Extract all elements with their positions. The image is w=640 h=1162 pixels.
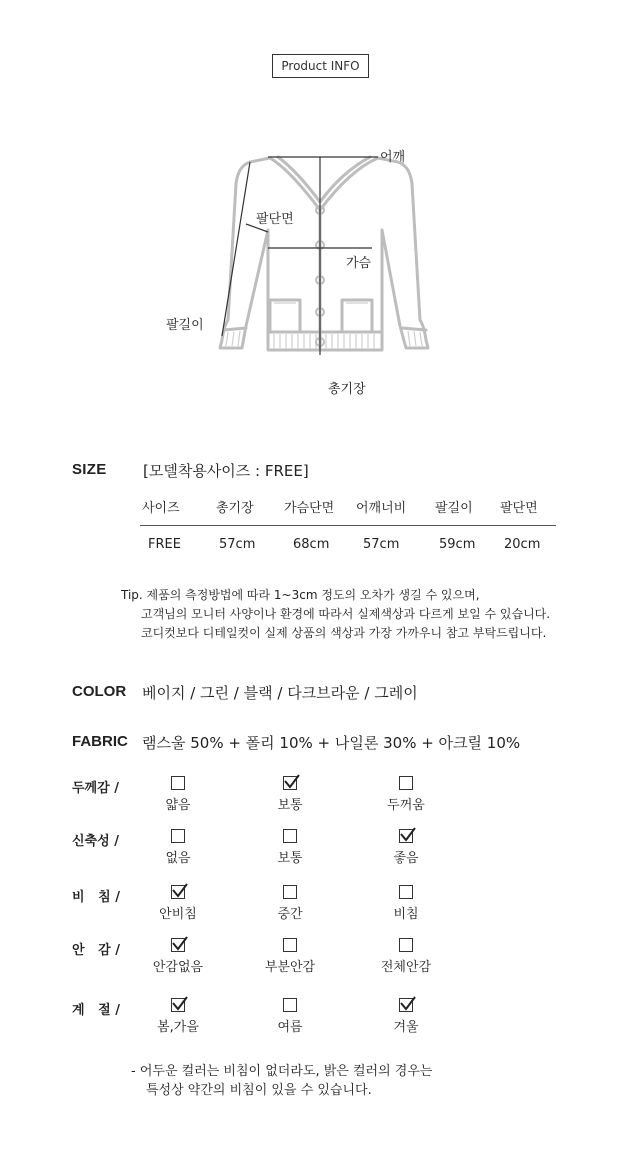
attribute-option [245,776,335,813]
attribute-label: 비 침 / [72,890,120,905]
option-label: 좋음 [393,851,419,866]
tip-line: 코디컷보다 디테일컷이 실제 상품의 색상과 가장 가까우니 참고 부탁드립니다. [141,626,547,640]
empty-checkbox-icon [171,829,185,843]
size-table-header [140,497,556,517]
empty-checkbox-icon [283,829,297,843]
transparency-note [131,1062,432,1100]
attribute-option [361,776,451,813]
total-length-label: 총기장 [328,382,366,397]
attribute-option [361,998,451,1035]
empty-checkbox-icon [399,885,413,899]
cardigan-illustration [150,140,450,400]
attribute-option [245,885,335,922]
attribute-option [361,829,451,866]
attribute-option [133,998,223,1035]
option-label: 전체안감 [380,960,432,975]
checked-checkbox-icon [171,938,185,952]
attribute-option [245,829,335,866]
table-row [140,537,556,557]
empty-checkbox-icon [283,938,297,952]
table-cell: 57cm [219,537,256,552]
option-label: 보통 [277,851,303,866]
checked-checkbox-icon [399,829,413,843]
tip-line: 고객님의 모니터 사양이나 환경에 따라서 실제색상과 다르게 보일 수 있습니다. [141,607,551,621]
empty-checkbox-icon [283,998,297,1012]
table-header-cell: 가슴단면 [284,501,335,516]
checked-checkbox-icon [399,998,413,1012]
color-value: 베이지 / 그린 / 블랙 / 다크브라운 / 그레이 [142,684,418,702]
attribute-option [133,776,223,813]
attribute-label: 안 감 / [72,943,120,958]
attribute-option [245,938,335,975]
attribute-label: 계 절 / [72,1003,120,1018]
attribute-option [361,938,451,975]
option-label: 보통 [277,798,303,813]
model-size: [모델착용사이즈 : FREE] [143,462,309,480]
table-header-cell: 팔길이 [435,501,473,516]
empty-checkbox-icon [283,885,297,899]
checked-checkbox-icon [171,885,185,899]
option-label: 여름 [277,1020,303,1035]
chest-label: 가슴 [346,256,372,271]
table-divider [140,525,556,526]
option-label: 없음 [165,851,191,866]
attribute-option [133,938,223,975]
empty-checkbox-icon [399,776,413,790]
option-label: 얇음 [165,798,191,813]
option-label: 겨울 [393,1020,419,1035]
sleeve-hem-label: 팔단면 [256,212,294,227]
checked-checkbox-icon [283,776,297,790]
tip-line: Tip. 제품의 측정방법에 따라 1~3cm 정도의 오차가 생길 수 있으며, [121,588,480,602]
size-section-title: SIZE [72,461,107,478]
table-header-cell: 팔단면 [500,501,538,516]
option-label: 비침 [393,907,419,922]
measurement-tip [121,586,550,643]
measurement-diagram [150,140,450,400]
table-cell: 68cm [293,537,330,552]
option-label: 안감없음 [152,960,204,975]
sleeve-length-label: 팔길이 [166,318,204,333]
empty-checkbox-icon [399,938,413,952]
table-cell: 20cm [504,537,541,552]
table-header-cell: 총기장 [216,501,254,516]
table-cell: 59cm [439,537,476,552]
product-info-title: Product INFO [272,54,369,78]
option-label: 봄,가을 [157,1020,199,1035]
empty-checkbox-icon [171,776,185,790]
attribute-label: 신축성 / [72,834,119,849]
attribute-option [245,998,335,1035]
color-title: COLOR [72,683,127,700]
attribute-option [133,829,223,866]
checked-checkbox-icon [171,998,185,1012]
table-cell: 57cm [363,537,400,552]
table-header-cell: 사이즈 [142,501,180,516]
fabric-value: 램스울 50% + 폴리 10% + 나일론 30% + 아크릴 10% [142,734,521,752]
option-label: 부분안감 [264,960,316,975]
shoulder-label: 어깨 [380,150,406,165]
attribute-option [361,885,451,922]
note-line: 특성상 약간의 비침이 있을 수 있습니다. [146,1083,372,1098]
table-header-cell: 어깨너비 [356,501,407,516]
note-line: - 어두운 컬러는 비침이 없더라도, 밝은 컬러의 경우는 [131,1064,433,1079]
option-label: 중간 [277,907,303,922]
option-label: 안비침 [159,907,197,922]
table-cell: FREE [148,537,181,552]
option-label: 두꺼움 [387,798,425,813]
attribute-option [133,885,223,922]
attribute-label: 두께감 / [72,781,119,796]
fabric-title: FABRIC [72,733,128,750]
